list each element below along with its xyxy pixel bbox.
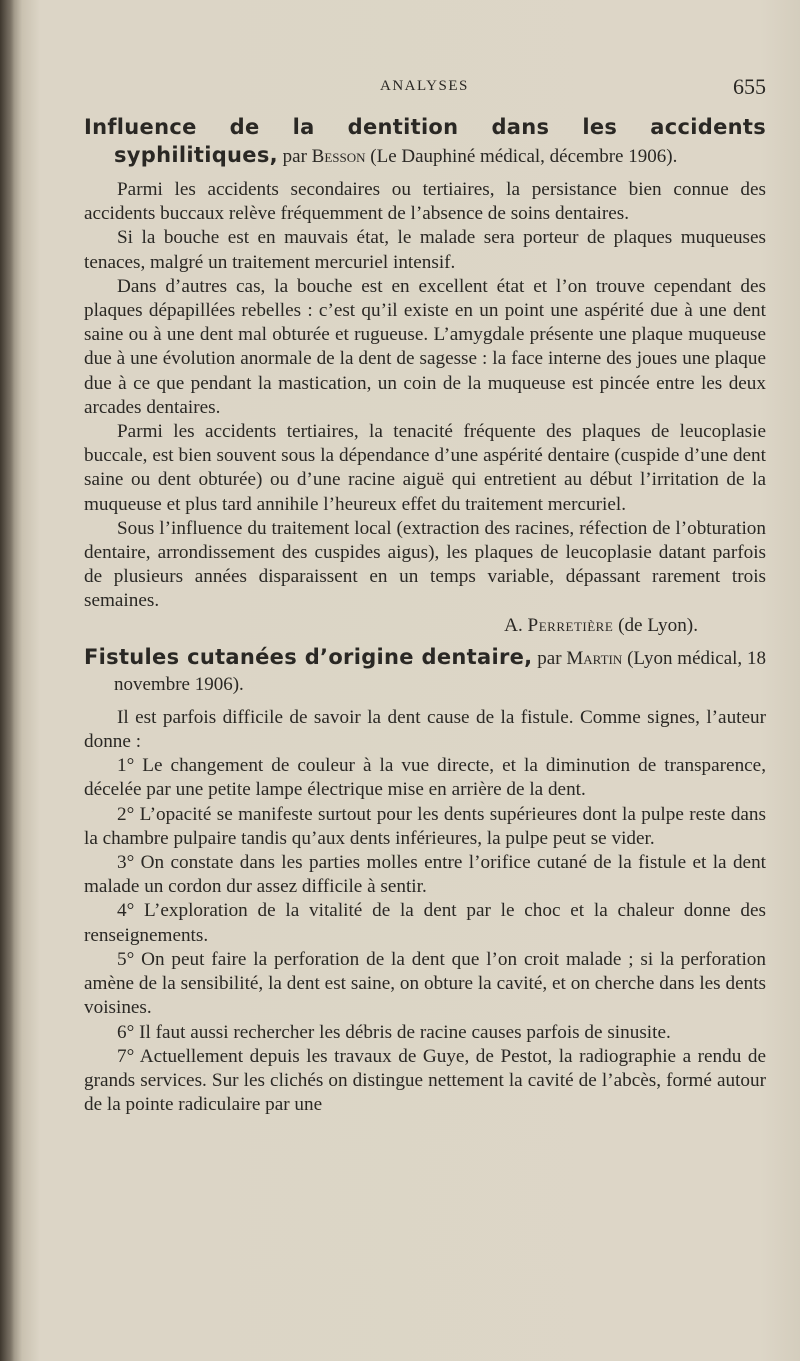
article-citation: (Le Dauphiné médical, décembre 1906). — [370, 146, 678, 167]
page-header — [90, 74, 766, 100]
paragraph: Dans d’autres cas, la bouche est en excellent état et l’on trouve cependant des plaques dépapillées rebelles : c’est qu’il existe en un point une aspérité due à une dent saine ou à une dent mal obturée et rugueuse. L’amygdale présente une plaque muqueuse due à une évolution anormale de la dent de sagesse : la face interne des joues une plaque due à ce que pendant la mastication, un coin de la muqueuse est pincée entre les deux arcades dentaires. — [84, 275, 766, 418]
page-body — [84, 114, 766, 1117]
page-number: 655 — [733, 74, 766, 99]
article-heading-influence-dentition — [84, 114, 766, 170]
paragraph: Parmi les accidents tertiaires, la tenacité fréquente des plaques de leucoplasie buccale, est bien souvent sous la dépendance d’une aspérité dentaire (cuspide d’une dent saine ou dent obturée) ou d’une racine aiguë qui entretient au début l’irritation de la muqueuse et plus tard annihile l’heureux effet du traitement mercuriel. — [84, 421, 766, 515]
paragraph: 4° L’exploration de la vitalité de la dent par le choc et la chaleur donne des renseignements. — [84, 900, 766, 946]
paragraph: 7° Actuellement depuis les travaux de Guye, de Pestot, la radiographie a rendu de grands services. Sur les clichés on distingue nettement la cavité de l’abcès, formé autour de la pointe radiculaire par une — [84, 1045, 766, 1116]
article-author: Martin — [566, 647, 623, 669]
paragraph: Il est parfois difficile de savoir la dent cause de la fistule. Comme signes, l’auteur donne : — [84, 706, 766, 753]
running-head: ANALYSES — [380, 78, 469, 94]
paragraph: Sous l’influence du traitement local (extraction des racines, réfection de l’obturation dentaire, arrondissement des cuspides aigus), les plaques de leucoplasie datant parfois de plusieurs années disparaissent en un temps variable, dépassant rarement trois semaines. — [84, 517, 766, 612]
article-par: par — [537, 647, 562, 669]
article-heading-fistules — [84, 644, 766, 698]
paragraph: 5° On peut faire la perforation de la dent que l’on croit malade ; si la perforation amène de la sensibilité, la dent est saine, on obture la cavité, et on cherche dans les dents voisines. — [84, 948, 766, 1019]
signature-place: (de Lyon). — [618, 614, 698, 636]
article-title: Influence de la dentition dans les accidents syphilitiques, — [84, 115, 766, 167]
paragraph: 2° L’opacité se manifeste surtout pour les dents supérieures dont la pulpe reste dans la chambre pulpaire tandis qu’aux dents inférieures, la pulpe peut se vider. — [84, 803, 766, 849]
article-signature — [84, 614, 766, 638]
paragraph: 3° On constate dans les parties molles entre l’orifice cutané de la fistule et la dent malade un cordon dur assez difficile à sentir. — [84, 852, 766, 898]
paragraph: Si la bouche est en mauvais état, le malade sera porteur de plaques muqueuses tenaces, malgré un traitement mercuriel intensif. — [84, 227, 766, 273]
article-citation: (Lyon médical, 18 novembre 1906). — [114, 647, 767, 695]
paragraph: Parmi les accidents secondaires ou tertiaires, la persistance bien connue des accidents buccaux relève fréquemment de l’absence de soins dentaires. — [84, 179, 766, 225]
article-par: par — [282, 146, 307, 167]
paragraph: 6° Il faut aussi rechercher les débris de racine causes parfois de sinusite. — [117, 1021, 671, 1043]
article-author: Besson — [311, 146, 366, 167]
article-title: Fistules cutanées d’origine dentaire, — [84, 644, 533, 669]
book-spine-shadow — [0, 0, 14, 1361]
signature-initial: A. — [504, 614, 523, 636]
paragraph: 1° Le changement de couleur à la vue directe, et la diminution de transparence, décelée par une petite lampe électrique mise en arrière de la dent. — [84, 755, 766, 801]
signature-name: Perretière — [527, 614, 614, 636]
